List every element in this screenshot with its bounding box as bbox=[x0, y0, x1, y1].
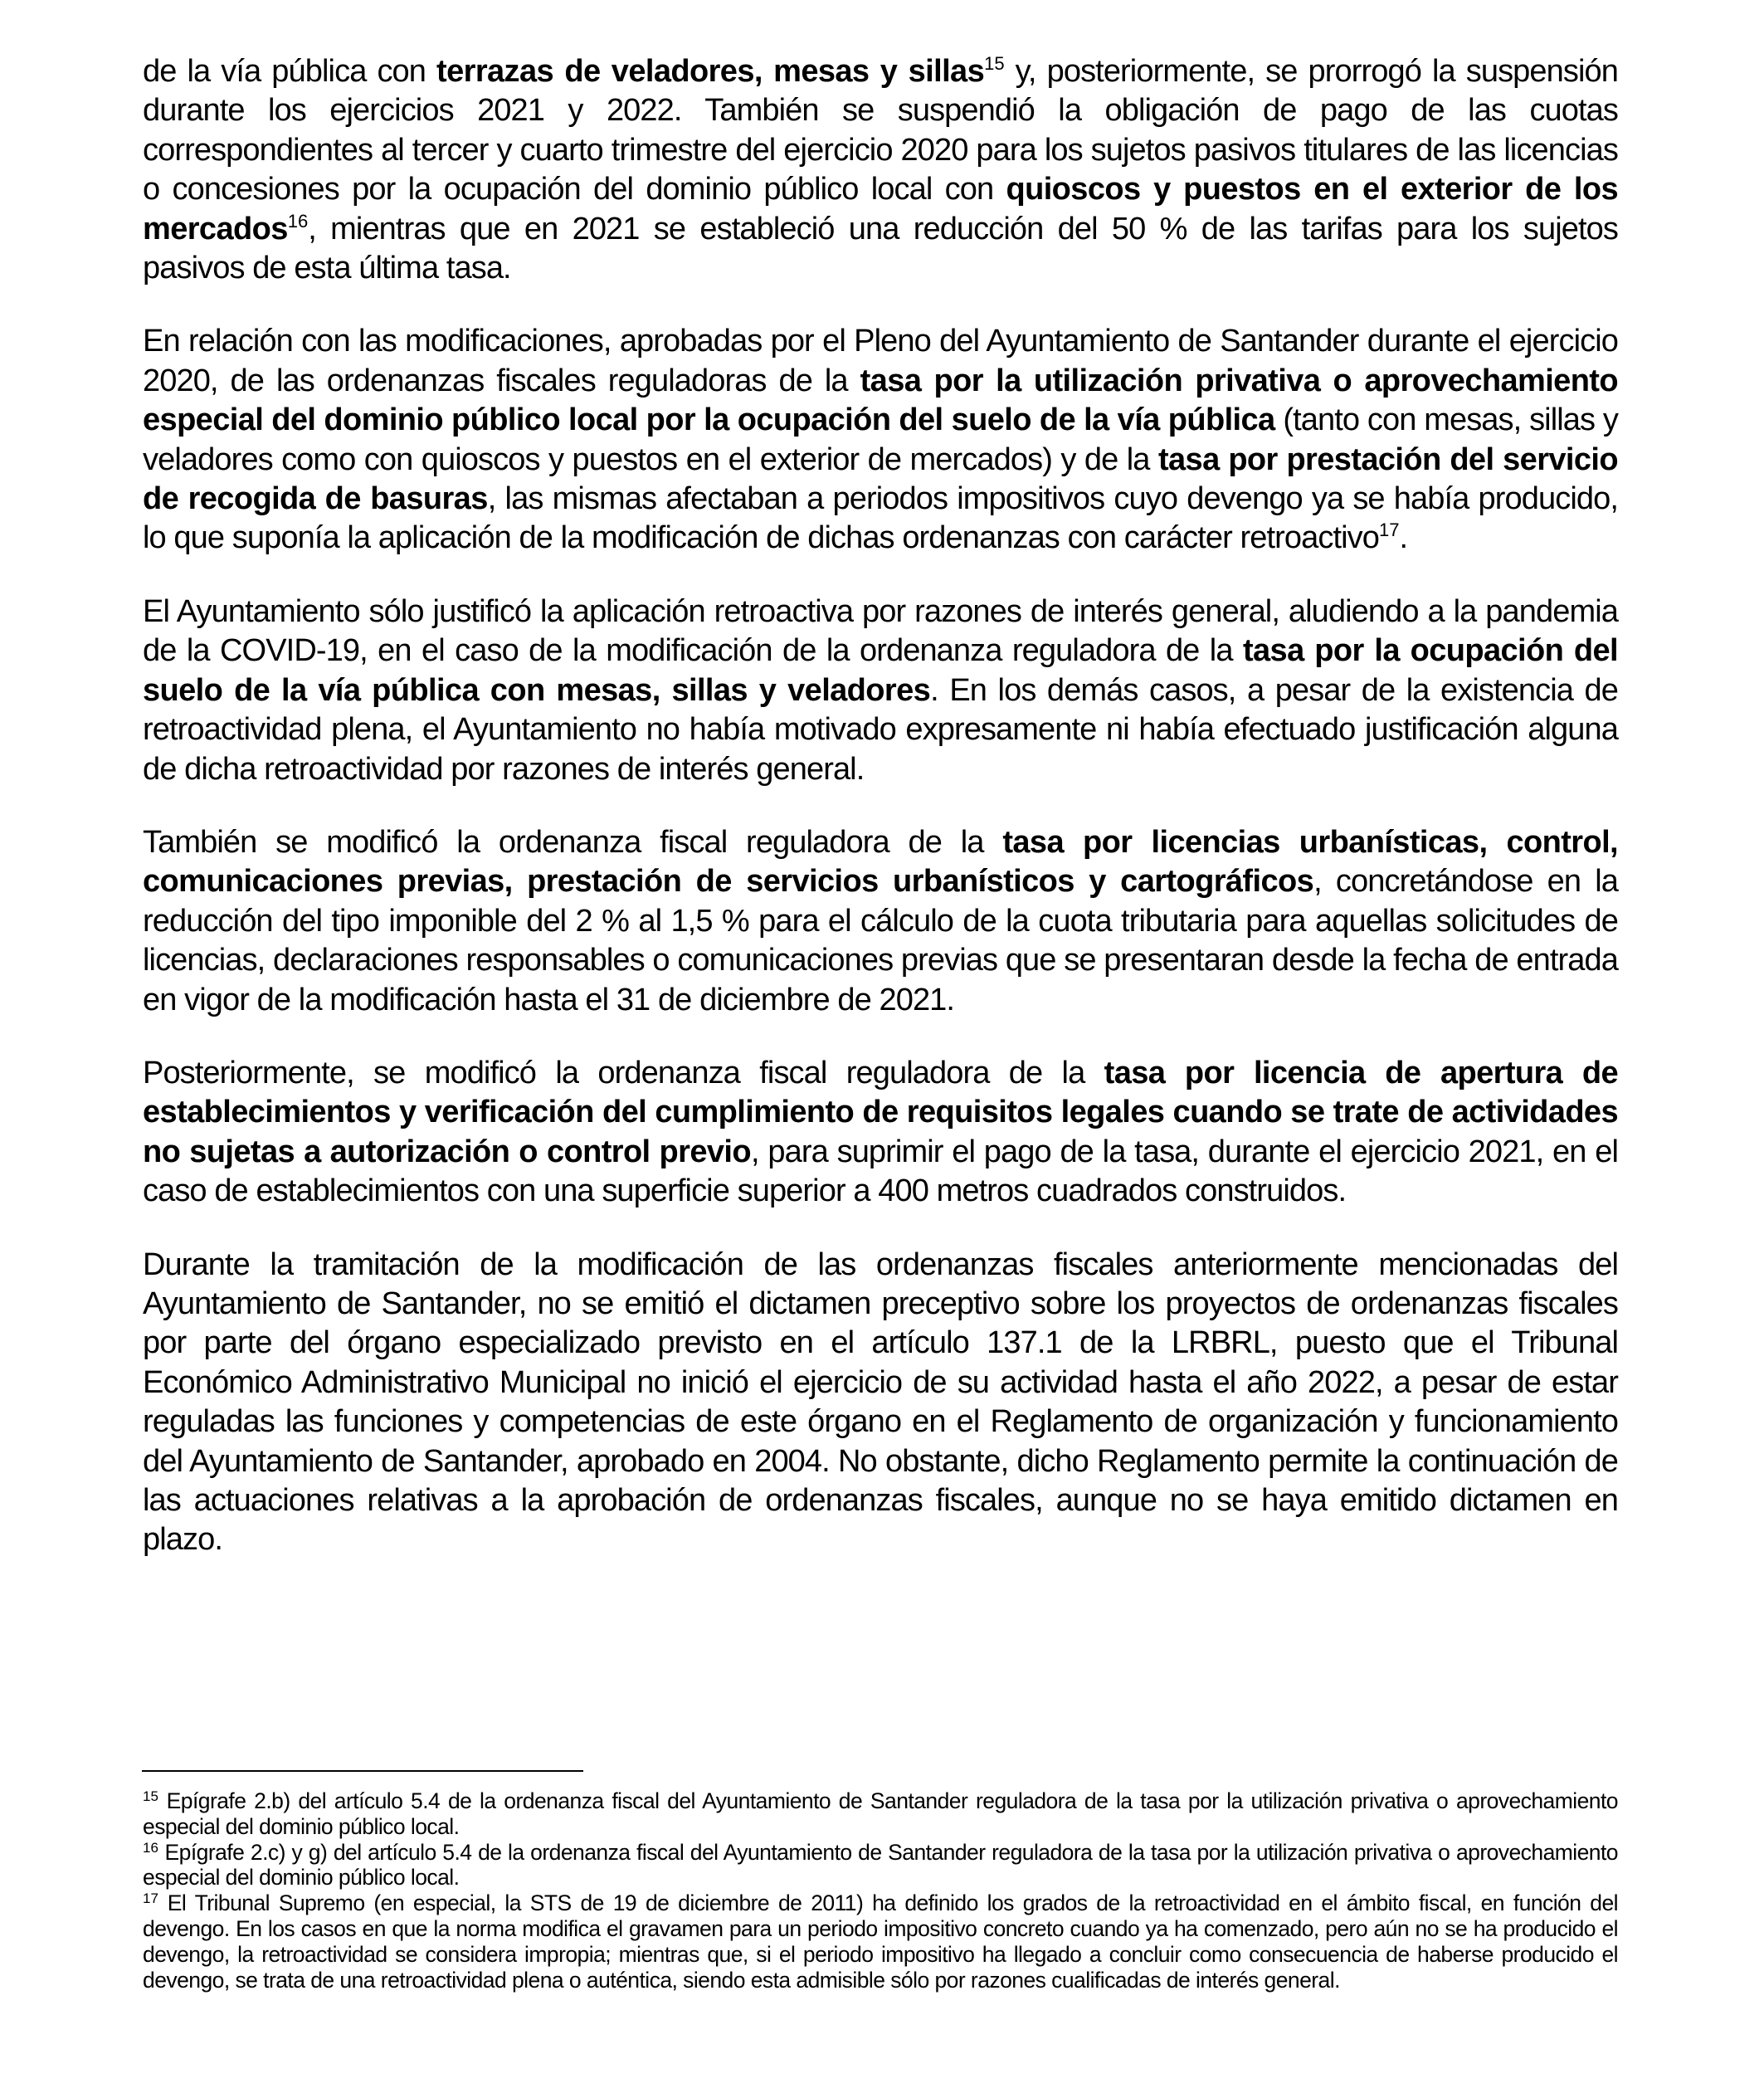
footnote-number: 16 bbox=[143, 1839, 158, 1856]
footnote-reference[interactable]: 16 bbox=[287, 210, 309, 232]
footnotes bbox=[143, 1788, 1618, 1993]
text-run: El Ayuntamiento sólo justificó la aplicación retroactiva por razones de interés general, aludiendo a la pandemia de la COVID-19, en el caso de la modificación de la ordenanza reguladora de la bbox=[143, 593, 1618, 669]
text-run: de la vía pública con bbox=[143, 54, 437, 89]
footnote-15 bbox=[143, 1788, 1618, 1840]
footnote-text: Epígrafe 2.c) y g) del artículo 5.4 de la ordenanza fiscal del Ayuntamiento de Santander reguladora de la tasa por la utilización privativa o aprovechamiento especial del dominio público local. bbox=[143, 1839, 1618, 1890]
bold-text: tasa por prestación del servicio de recogida de basuras bbox=[143, 442, 1618, 517]
text-run: , concretándose en la reducción del tipo imponible del 2 % al 1,5 % para el cálculo de la cuota tributaria para aquellas solicitudes de licencias, declaraciones responsables o comunicaciones previas que se presentaran desde la fecha de entrada en vigor de la modificación hasta el 31 de diciembre de 2021. bbox=[143, 864, 1618, 1017]
footnote-17 bbox=[143, 1890, 1618, 1993]
footnote-reference[interactable]: 15 bbox=[984, 53, 1005, 74]
text-run: Durante la tramitación de la modificación de las ordenanzas fiscales anteriormente mencionadas del Ayuntamiento de Santander, no se emitió el dictamen preceptivo sobre los proyectos de ordenanzas fiscales por parte del órgano especializado previsto en el artículo 137.1 de la LRBRL, puesto que el Tribunal Económico Administrativo Municipal no inició el ejercicio de su actividad hasta el año 2022, a pesar de estar reguladas las funciones y competencias de este órgano en el Reglamento de organización y funcionamiento del Ayuntamiento de Santander, aprobado en 2004. No obstante, dicho Reglamento permite la continuación de las actuaciones relativas a la aprobación de ordenanzas fiscales, aunque no se haya emitido dictamen en plazo. bbox=[143, 1246, 1618, 1558]
paragraph-2 bbox=[143, 322, 1618, 558]
text-run: . En los demás casos, a pesar de la existencia de retroactividad plena, el Ayuntamiento no había motivado expresamente ni había efectuado justificación alguna de dicha retroactividad por razones de interés general. bbox=[143, 672, 1619, 787]
paragraph-4 bbox=[143, 823, 1618, 1020]
text-run: y, posteriormente, se prorrogó la suspensión durante los ejercicios 2021 y 2022. También se suspendió la obligación de pago de las cuotas correspondientes al tercer y cuarto trimestre del ejercicio 2020 para los sujetos pasivos titulares de las licencias o concesiones por la ocupación del dominio público local con bbox=[143, 54, 1618, 207]
footnote-text: Epígrafe 2.b) del artículo 5.4 de la ordenanza fiscal del Ayuntamiento de Santander reguladora de la tasa por la utilización privativa o aprovechamiento especial del dominio público local. bbox=[143, 1788, 1618, 1839]
paragraph-3 bbox=[143, 593, 1618, 789]
bold-text: tasa por la utilización privativa o aprovechamiento especial del dominio público local por la ocupación del suelo de la vía pública bbox=[143, 363, 1618, 438]
text-run: . bbox=[1399, 520, 1408, 556]
footnote-number: 15 bbox=[143, 1788, 158, 1804]
text-run: En relación con las modificaciones, aprobadas por el Pleno del Ayuntamiento de Santander durante el ejercicio 2020, de las ordenanzas fiscales reguladoras de la bbox=[143, 324, 1618, 398]
bold-text: tasa por la ocupación del suelo de la vía pública con mesas, sillas y veladores bbox=[143, 633, 1618, 708]
paragraph-1 bbox=[143, 52, 1618, 288]
body-text bbox=[143, 52, 1618, 1594]
text-run: , para suprimir el pago de la tasa, durante el ejercicio 2021, en el caso de establecimientos con una superficie superior a 400 metros cuadrados construidos. bbox=[143, 1134, 1618, 1209]
footnote-number: 17 bbox=[143, 1890, 158, 1907]
text-run: , las mismas afectaban a periodos impositivos cuyo devengo ya se había producido, lo que suponía la aplicación de la modificación de dichas ordenanzas con carácter retroactivo bbox=[143, 481, 1618, 556]
text-run: Posteriormente, se modificó la ordenanza fiscal reguladora de la bbox=[143, 1055, 1104, 1090]
footnote-separator bbox=[142, 1770, 583, 1772]
footnote-16 bbox=[143, 1840, 1618, 1891]
footnote-reference[interactable]: 17 bbox=[1379, 520, 1400, 541]
bold-text: tasa por licencias urbanísticas, control, comunicaciones previas, prestación de servicios urbanísticos y cartográficos bbox=[143, 824, 1618, 900]
bold-text: tasa por licencia de apertura de establecimientos y verificación del cumplimiento de requisitos legales cuando se trate de actividades no sujetas a autorización o control previo bbox=[143, 1055, 1618, 1169]
text-run: , mientras que en 2021 se estableció una reducción del 50 % de las tarifas para los sujetos pasivos de esta última tasa. bbox=[143, 211, 1618, 286]
text-run: También se modificó la ordenanza fiscal reguladora de la bbox=[143, 824, 1003, 860]
footnote-text: El Tribunal Supremo (en especial, la STS de 19 de diciembre de 2011) ha definido los grados de la retroactividad en el ámbito fiscal, en función del devengo. En los casos en que la norma modifica el gravamen para un periodo impositivo concreto cuando ya ha comenzado, pero aún no se ha producido el devengo, la retroactividad se considera impropia; mientras que, si el periodo impositivo ha llegado a concluir como consecuencia de haberse producido el devengo, se trata de una retroactividad plena o auténtica, siendo esta admisible sólo por razones cualificadas de interés general. bbox=[143, 1890, 1618, 1993]
text-run: (tanto con mesas, sillas y veladores como con quioscos y puestos en el exterior de mercados) y de la bbox=[143, 402, 1618, 477]
bold-text: terrazas de veladores, mesas y sillas bbox=[436, 54, 985, 89]
paragraph-6 bbox=[143, 1246, 1618, 1560]
bold-text: quioscos y puestos en el exterior de los mercados bbox=[143, 172, 1618, 246]
paragraph-5 bbox=[143, 1054, 1618, 1212]
